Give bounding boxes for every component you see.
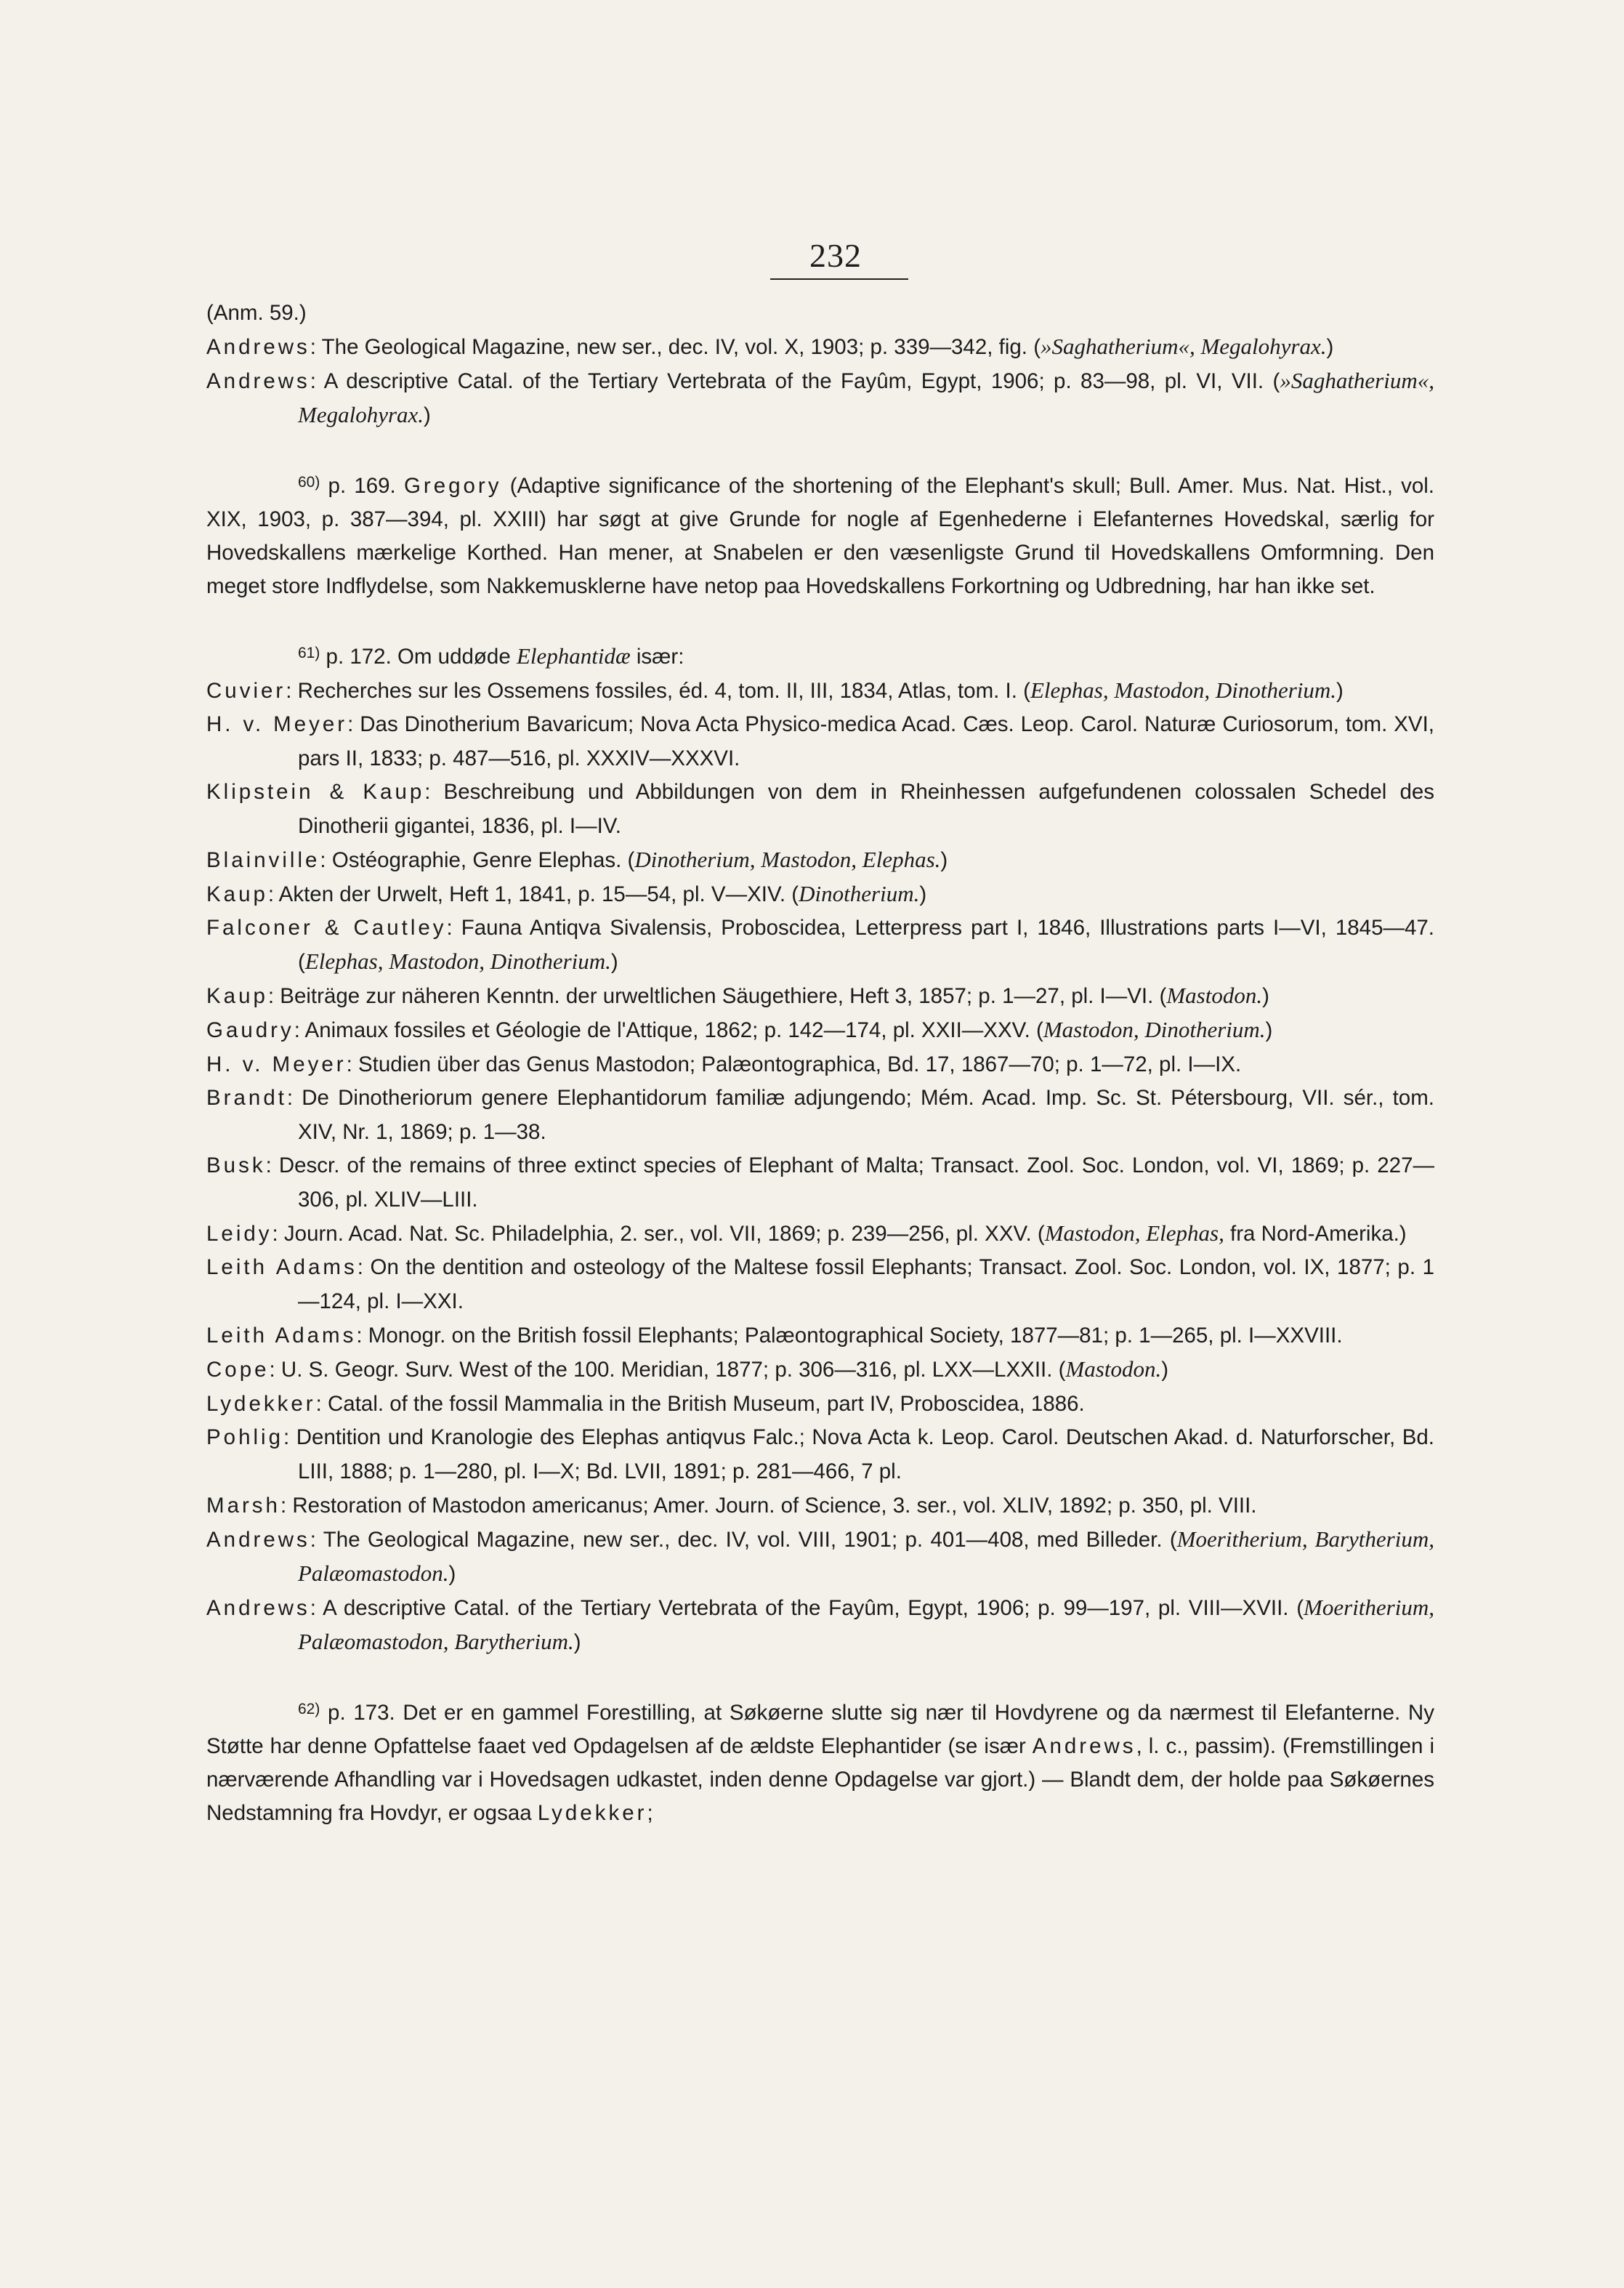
- reference-entry: [206, 979, 1434, 1013]
- taxa-names: »Saghatherium«, Megalohyrax.: [298, 368, 1434, 427]
- author-name: Marsh: [206, 1494, 280, 1518]
- reference-text: : Dentition und Kranologie des Elephas antiqvus Falc.; Nova Acta k. Leop. Carol. Deutschen Akad. d. Naturforscher, Bd. LIII, 1888; p. 1—280, pl. I—X; Bd. LVII, 1891; p. 281—466, 7 pl.: [283, 1425, 1434, 1483]
- reference-close: ): [1326, 335, 1334, 359]
- taxa-names: Moeritherium, Palæomastodon, Barytherium.: [298, 1595, 1434, 1654]
- reference-entry: [206, 708, 1434, 776]
- author-name: Leith Adams: [206, 1324, 357, 1348]
- author-name: Andrews: [206, 1596, 310, 1620]
- reference-entry: [206, 1081, 1434, 1149]
- author-name: Kaup: [206, 984, 268, 1008]
- reference-text: : De Dinotheriorum genere Elephantidorum familiæ adjungendo; Mém. Acad. Imp. Sc. St. Pétersbourg, VII. sér., tom. XIV, Nr. 1, 1869; p. 1—38.: [286, 1086, 1434, 1144]
- page-body: [206, 297, 1434, 1830]
- author-name: Brandt: [206, 1086, 287, 1110]
- reference-close: ): [1265, 1018, 1273, 1042]
- reference-text: : Journ. Acad. Nat. Sc. Philadelphia, 2. ser., vol. VII, 1869; p. 239—256, pl. XXV. (: [272, 1222, 1045, 1246]
- reference-close: ): [1336, 679, 1344, 703]
- page-number: 232: [809, 237, 862, 274]
- reference-text: : Fauna Antiqva Sivalensis, Proboscidea, Letterpress part I, 1846, Illustrations parts I—VI, 1845—47. (: [298, 916, 1434, 974]
- reference-entry: [206, 911, 1434, 979]
- footnote-61: $^{61)}$ p. 172. Om uddøde Elephantidæ især:: [298, 643, 684, 669]
- reference-entry: [206, 1523, 1434, 1591]
- reference-entry: [206, 776, 1434, 843]
- author-name: Andrews: [1032, 1734, 1136, 1758]
- taxa-names: Elephas, Mastodon, Dinotherium.: [304, 948, 611, 974]
- reference-entry: [206, 843, 1434, 877]
- reference-close: ): [573, 1630, 581, 1654]
- taxon-name: Elephantidæ: [516, 643, 631, 669]
- reference-entry: [206, 1217, 1434, 1251]
- reference-text: : Akten der Urwelt, Heft 1, 1841, p. 15—54, pl. V—XIV. (: [267, 882, 799, 906]
- reference-entry: [206, 1149, 1434, 1217]
- reference-entry: [206, 1047, 1434, 1081]
- author-name: Cope: [206, 1358, 270, 1382]
- author-name: H. v. Meyer: [206, 1052, 347, 1076]
- header-rule: [770, 278, 908, 280]
- author-name: Andrews: [206, 335, 310, 359]
- taxa-names: Mastodon.: [1166, 983, 1263, 1008]
- reference-text: : Descr. of the remains of three extinct species of Elephant of Malta; Transact. Zool. Soc. London, vol. VI, 1869; p. 227—306, pl. XLIV—LIII.: [265, 1153, 1434, 1212]
- author-name: Kaup: [206, 882, 268, 906]
- taxa-names: Dinotherium.: [799, 881, 920, 906]
- reference-text: : Monogr. on the British fossil Elephants; Palæontographical Society, 1877—81; p. 1—265, pl. I—XXVIII.: [356, 1324, 1343, 1348]
- reference-text: : A descriptive Catal. of the Tertiary Vertebrata of the Fayûm, Egypt, 1906; p. 83—98, pl. VI, VII. (: [310, 369, 1280, 393]
- author-name: Leith Adams: [206, 1255, 357, 1279]
- author-name: Leidy: [206, 1222, 272, 1246]
- author-name: Busk: [206, 1153, 266, 1177]
- reference-close: ): [448, 1562, 456, 1586]
- author-name: Andrews: [206, 1528, 310, 1552]
- reference-entry: [206, 1591, 1434, 1659]
- taxa-names: Elephas, Mastodon, Dinotherium.: [1030, 677, 1337, 703]
- reference-entry: [206, 1318, 1434, 1353]
- author-name: Gaudry: [206, 1018, 294, 1042]
- reference-text: : Recherches sur les Ossemens fossiles, éd. 4, tom. II, III, 1834, Atlas, tom. I. (: [286, 679, 1030, 703]
- reference-entry: [206, 1353, 1434, 1387]
- reference-text: : Studien über das Genus Mastodon; Palæontographica, Bd. 17, 1867—70; p. 1—72, pl. I—IX.: [346, 1052, 1242, 1076]
- reference-text: : Restoration of Mastodon americanus; Amer. Journ. of Science, 3. ser., vol. XLIV, 1892; p. 350, pl. VIII.: [280, 1494, 1257, 1518]
- reference-entry: [206, 1387, 1434, 1421]
- footnote-number: 61): [298, 645, 320, 661]
- author-name: Blainville: [206, 848, 320, 872]
- reference-list-61: [206, 674, 1434, 1659]
- author-name: Klipstein & Kaup: [206, 780, 425, 804]
- reference-close: ): [940, 848, 948, 872]
- reference-text: : Catal. of the fossil Mammalia in the British Museum, part IV, Proboscidea, 1886.: [315, 1392, 1085, 1416]
- annotation-label: (Anm. 59.): [206, 301, 307, 325]
- taxa-names: Mastodon.: [1065, 1356, 1162, 1382]
- reference-entry: [206, 877, 1434, 911]
- author-name: Andrews: [206, 369, 310, 393]
- reference-close: ): [424, 403, 431, 427]
- author-name: Falconer & Cautley: [206, 916, 447, 940]
- taxa-names: Moeritherium, Barytherium, Palæomastodon.: [298, 1526, 1434, 1586]
- reference-entry: [206, 1013, 1434, 1047]
- reference-text: : Beschreibung und Abbildungen von dem in Rheinhessen aufgefundenen colossalen Schedel des Dinotherii gigantei, 1836, pl. I—IV.: [298, 780, 1435, 838]
- reference-text: : Ostéographie, Genre Elephas. (: [320, 848, 635, 872]
- taxa-names: Mastodon, Elephas,: [1044, 1220, 1224, 1246]
- reference-entry: [206, 1421, 1434, 1489]
- taxa-names: Mastodon, Dinotherium.: [1043, 1017, 1266, 1042]
- reference-entry: [206, 364, 1434, 432]
- author-name: Cuvier: [206, 679, 286, 703]
- reference-close: ): [610, 950, 618, 974]
- footnote-62: $^{62)}$ p. 173. Det er en gammel Forestilling, at Søkøerne slutte sig nær til Hovdyrene og da nærmest til Elefanterne. Ny Støtte har denne Opfattelse faaet ved Opdagelsen af de ældste Elephantider (se især Andrews, l. c., passim). (Fremstillingen i nærværende Afhandling var i Hovedsagen udkastet, inden denne Opdagelse var gjort.) — Blandt dem, der holde paa Søkøernes Nedstamning fra Hovdyr, er ogsaa Lydekker;: [206, 1701, 1434, 1825]
- footnote-60: $^{60)}$ p. 169. Gregory (Adaptive significance of the shortening of the Elephant's skull; Bull. Amer. Mus. Nat. Hist., vol. XIX, 1903, p. 387—394, pl. XXIII) har søgt at give Grunde for nogle af Egenhederne i Elefanternes Hovedskal, særlig for Hovedskallens mærkelige Korthed. Han mener, at Snabelen er den væsenligste Grund til Hovedskallens Omformning. Den meget store Indflydelse, som Nakkemusklerne have netop paa Hovedskallens Forkortning og Udbredning, har han ikke set.: [206, 474, 1435, 598]
- author-name: Pohlig: [206, 1425, 284, 1449]
- taxa-names: Dinotherium, Mastodon, Elephas.: [634, 847, 941, 872]
- reference-entry: [206, 674, 1434, 708]
- reference-text: : Das Dinotherium Bavaricum; Nova Acta Physico-medica Acad. Cæs. Leop. Carol. Naturæ Curiosorum, tom. XVI, pars II, 1833; p. 487—516, pl. XXXIV—XXXVI.: [298, 712, 1434, 770]
- footnote-number: 62): [298, 1701, 320, 1717]
- reference-entry: [206, 1251, 1434, 1318]
- author-name: Gregory: [403, 474, 502, 498]
- taxa-names: »Saghatherium«, Megalohyrax.: [1041, 334, 1327, 359]
- author-name: Lydekker: [206, 1392, 316, 1416]
- reference-close: ): [1262, 984, 1269, 1008]
- reference-close: fra Nord-Amerika.): [1224, 1222, 1407, 1246]
- reference-text: : The Geological Magazine, new ser., dec. IV, vol. X, 1903; p. 339—342, fig. (: [310, 335, 1041, 359]
- reference-close: ): [919, 882, 927, 906]
- reference-close: ): [1161, 1358, 1169, 1382]
- reference-entry: [206, 330, 1434, 364]
- reference-text: : Animaux fossiles et Géologie de l'Attique, 1862; p. 142—174, pl. XXII—XXV. (: [294, 1018, 1043, 1042]
- reference-text: : On the dentition and osteology of the Maltese fossil Elephants; Transact. Zool. Soc. London, vol. IX, 1877; p. 1—124, pl. I—XXI.: [298, 1255, 1435, 1313]
- reference-list-59: [206, 330, 1434, 432]
- reference-text: : Beiträge zur näheren Kenntn. der urweltlichen Säugethiere, Heft 3, 1857; p. 1—27, pl. I—VI. (: [267, 984, 1167, 1008]
- reference-text: : A descriptive Catal. of the Tertiary Vertebrata of the Fayûm, Egypt, 1906; p. 99—197, pl. VIII—XVII. (: [310, 1596, 1304, 1620]
- reference-text: : U. S. Geogr. Surv. West of the 100. Meridian, 1877; p. 306—316, pl. LXX—LXXII. (: [269, 1358, 1066, 1382]
- reference-entry: [206, 1489, 1434, 1523]
- footnote-number: 60): [298, 474, 320, 491]
- author-name: Lydekker: [537, 1801, 647, 1825]
- author-name: H. v. Meyer: [206, 712, 348, 736]
- reference-text: : The Geological Magazine, new ser., dec. IV, vol. VIII, 1901; p. 401—408, med Billeder. (: [310, 1528, 1177, 1552]
